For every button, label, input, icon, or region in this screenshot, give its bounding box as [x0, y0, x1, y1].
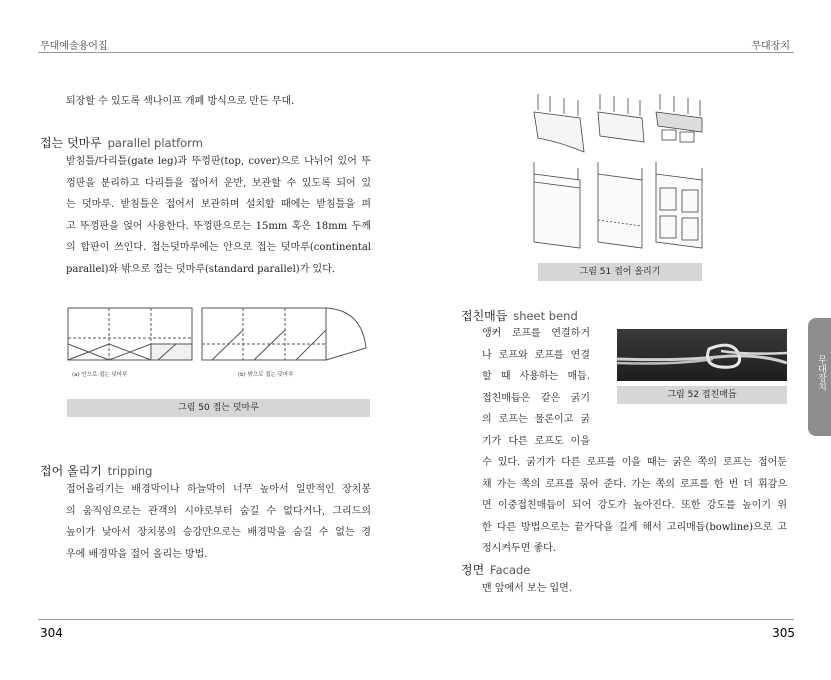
text-line: 의 로프는 물론이고 굵: [482, 414, 590, 425]
text-line: 우에 배경막을 접어 올리는 방법.: [66, 548, 208, 560]
figure-50-sub-a: (a) 안으로 접는 덧마루: [72, 372, 128, 378]
running-header-right: 무대장치: [751, 41, 790, 52]
running-header-left: 무대예술용어집: [40, 41, 108, 52]
entry-heading-tripping: [40, 462, 152, 479]
figure-50-diagram: [62, 300, 374, 392]
entry-body-tripping: [66, 479, 371, 565]
entry-body-sheet-bend-short: [482, 323, 590, 452]
figure-52-photo: [617, 329, 787, 381]
figure-51-diagram: [530, 92, 706, 260]
text-line: 껑판을 분리하고 다리틀을 접어서 운반, 보관할 수 있도록 되어 있: [66, 177, 371, 189]
text-line: 한 다른 방법으로는 끝가닥을 길게 해서 고리매듭(bowline)으로 고: [482, 521, 787, 533]
entry-body-parallel-platform: [66, 151, 371, 280]
text-line: 앵커 로프를 연결하거: [482, 328, 590, 339]
text-line: 의 움직임으로는 관객의 시야로부터 숨길 수 없다거나, 그리드의: [66, 505, 371, 517]
text-line: 받침틀/다리틀(gate leg)과 뚜껑판(top, cover)으로 나뉘어 있어 뚜: [66, 156, 371, 167]
text-line: 할 때 사용하는 매듭.: [482, 371, 590, 382]
text-line: 접친매듭은 같은 굵기: [482, 392, 590, 404]
figure-52-caption: 그림 52 접친매듭: [617, 386, 787, 404]
entry-english: tripping: [107, 464, 153, 478]
entry-english: parallel platform: [107, 136, 203, 150]
figure-50-sub-b: (b) 밖으로 접는 덧마루: [238, 372, 294, 378]
figure-51-caption: 그림 51 접어 올리기: [538, 263, 702, 281]
entry-heading-parallel-platform: [40, 134, 203, 151]
entry-term: 정면: [461, 563, 485, 577]
text-line: 고 뚜껑판을 얹어 사용한다. 뚜껑판으로는 15mm 혹은 18mm 두께: [66, 220, 371, 232]
entry-heading-facade: [461, 561, 530, 578]
entry-term: 접는 덧마루: [40, 136, 102, 150]
figure-50-caption: 그림 50 접는 덧마루: [67, 399, 370, 417]
page-number-right: 305: [772, 626, 795, 640]
text-line: parallel)와 밖으로 접는 덧마루(standard parallel)가 있다.: [66, 263, 336, 275]
intro-line: 퇴장할 수 있도록 색나이프 개폐 방식으로 만든 무대.: [66, 96, 295, 107]
footer-rule: [38, 619, 794, 620]
entry-term: 접친매듭: [461, 309, 508, 323]
text-line: 의 합판이 쓰인다. 접는덧마루에는 안으로 접는 덧마루(continental: [66, 242, 371, 253]
entry-term: 접어 올리기: [40, 464, 102, 478]
text-line: 기가 다른 로프도 이을: [482, 435, 590, 447]
entry-english: Facade: [490, 563, 531, 577]
entry-english: sheet bend: [513, 309, 578, 323]
text-line: 나 로프와 로프를 연결: [482, 349, 590, 361]
entry-heading-sheet-bend: [461, 307, 578, 324]
text-line: 맨 앞에서 보는 입면.: [482, 583, 572, 594]
text-line: 수 있다. 굵기가 다른 로프를 이을 때는 굵은 쪽의 로프는 접어둔: [482, 457, 787, 468]
header-rule: [38, 52, 794, 53]
text-line: 접어올리기는 배경막이나 하늘막이 너무 높아서 일반적인 장치봉: [66, 484, 371, 495]
text-line: 높이가 낮아서 장치봉의 승강만으로는 배경막을 숨길 수 없는 경: [66, 527, 371, 538]
text-line: 정시켜두면 좋다.: [482, 543, 556, 554]
text-line: 면 이중접친매듭이 되어 강도가 높아진다. 또한 강도를 높이기 위: [482, 500, 787, 511]
entry-body-sheet-bend-full: [482, 452, 787, 560]
entry-body-facade: [482, 578, 572, 600]
page-number-left: 304: [40, 626, 63, 640]
section-side-tab-label: 무대장치: [816, 355, 826, 391]
text-line: 채 가는 쪽의 로프를 묶어 준다. 가는 쪽의 로프를 한 번 더 휘감으: [482, 478, 787, 490]
text-line: 는 덧마루. 받침틀은 접어서 보관하며 설치할 때에는 받침틀을 펴: [66, 199, 371, 210]
